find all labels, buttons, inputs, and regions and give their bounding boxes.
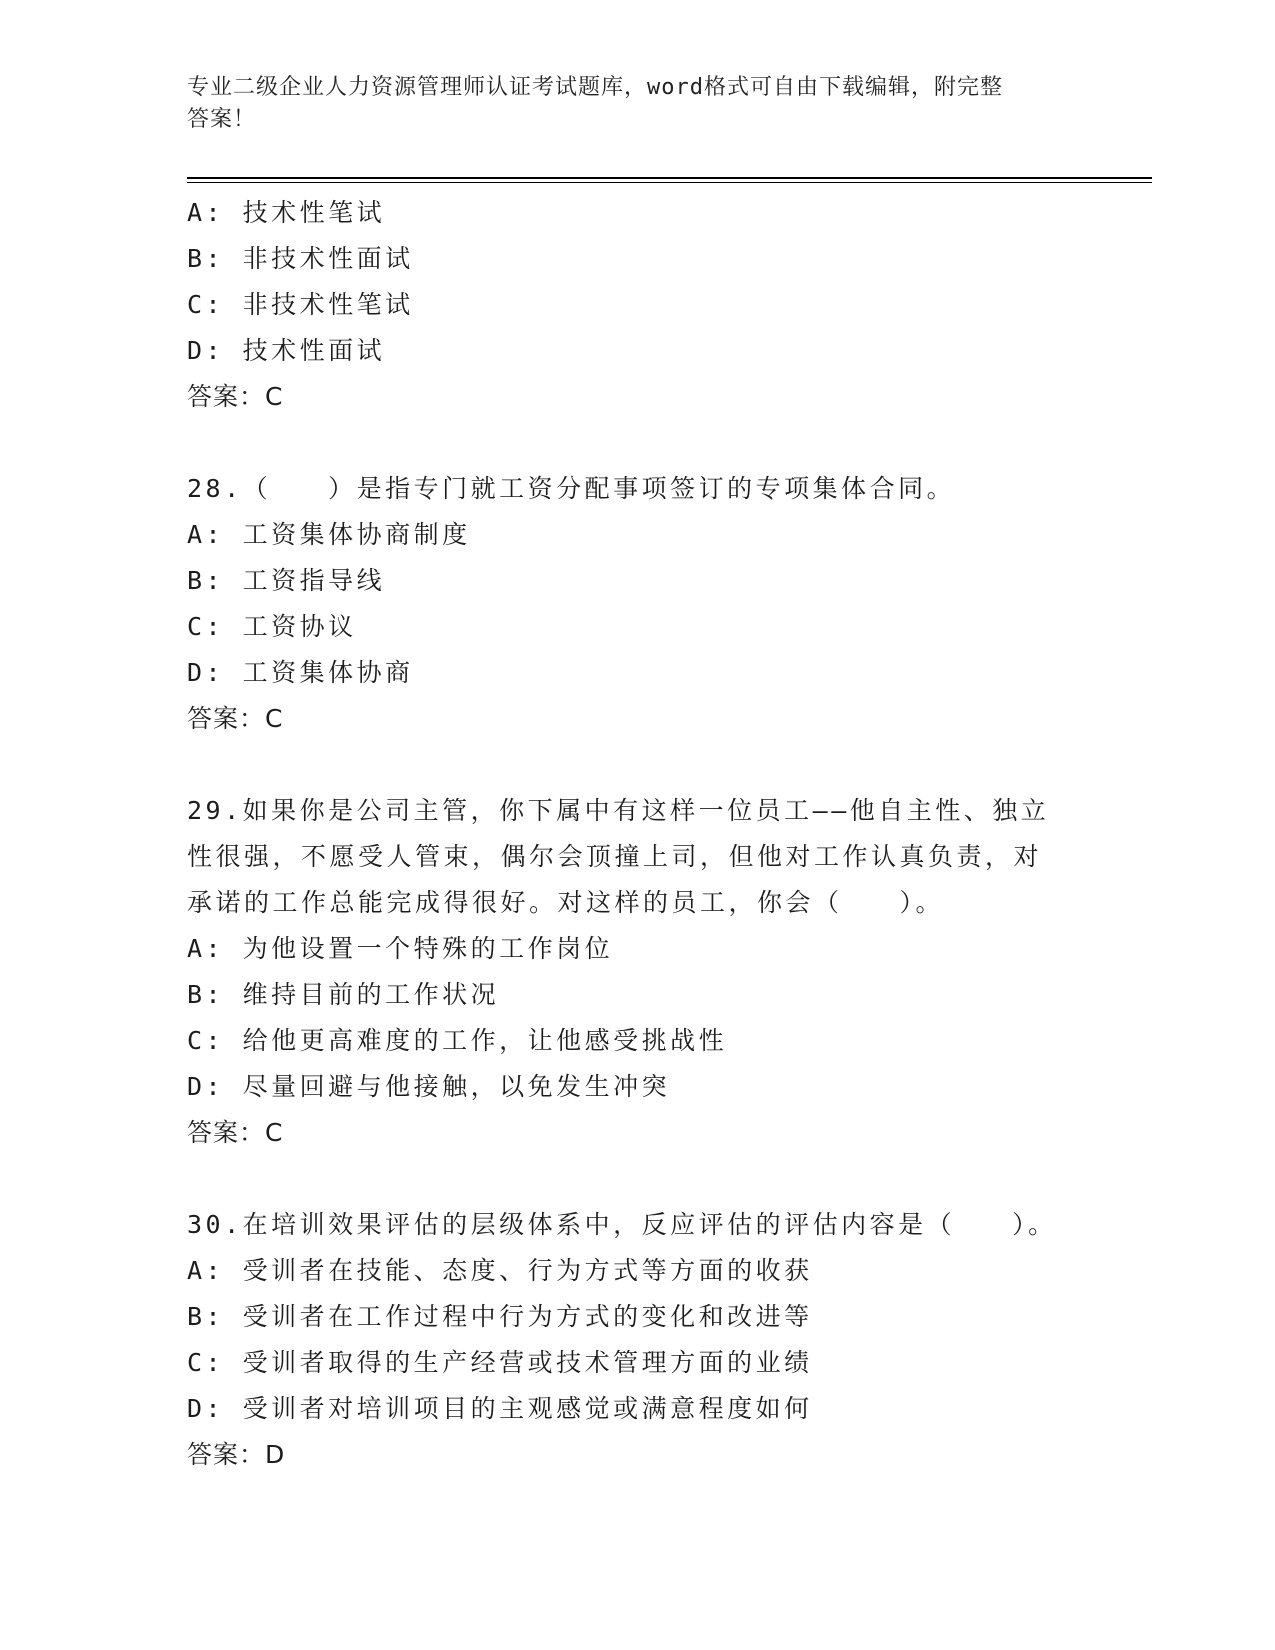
option-b: B: 受训者在工作过程中行为方式的变化和改进等 [187, 1302, 813, 1331]
question-text: 30.在培训效果评估的层级体系中，反应评估的评估内容是（ ）。 [187, 1210, 1057, 1239]
question-text-line-3: 承诺的工作总能完成得很好。对这样的员工，你会（ ）。 [187, 888, 945, 917]
option-a: A: 受训者在技能、态度、行为方式等方面的收获 [187, 1256, 813, 1285]
answer-line: 答案：C [187, 704, 284, 733]
header-divider-thick [187, 177, 1152, 179]
answer-line: 答案：D [187, 1440, 286, 1469]
spacer [187, 742, 1087, 788]
question-text-line-2: 性很强，不愿受人管束，偶尔会顶撞上司，但他对工作认真负责，对 [187, 842, 1043, 871]
question-29 [187, 788, 1087, 1156]
question-text-line-1: 29.如果你是公司主管，你下属中有这样一位员工——他自主性、独立 [187, 796, 1050, 825]
option-d: D: 技术性面试 [187, 336, 386, 365]
option-c: C: 受训者取得的生产经营或技术管理方面的业绩 [187, 1348, 813, 1377]
answer-line: 答案：C [187, 1118, 284, 1147]
question-28 [187, 466, 1087, 742]
header-divider-thin [187, 182, 1152, 183]
spacer [187, 420, 1087, 466]
header-line-1: 专业二级企业人力资源管理师认证考试题库，word格式可自由下载编辑，附完整 [187, 75, 1003, 100]
question-list [187, 190, 1087, 1478]
option-a: A: 工资集体协商制度 [187, 520, 471, 549]
option-d: D: 工资集体协商 [187, 658, 414, 687]
option-b: B: 非技术性面试 [187, 244, 414, 273]
header-line-2: 答案！ [187, 107, 257, 132]
option-b: B: 维持目前的工作状况 [187, 980, 500, 1009]
option-a: A: 技术性笔试 [187, 198, 386, 227]
question-30 [187, 1202, 1087, 1478]
spacer [187, 1156, 1087, 1202]
option-c: C: 非技术性笔试 [187, 290, 414, 319]
option-d: D: 受训者对培训项目的主观感觉或满意程度如何 [187, 1394, 813, 1423]
question-27-continued [187, 190, 1087, 420]
answer-line: 答案：C [187, 382, 284, 411]
option-c: C: 给他更高难度的工作，让他感受挑战性 [187, 1026, 728, 1055]
option-b: B: 工资指导线 [187, 566, 386, 595]
option-c: C: 工资协议 [187, 612, 357, 641]
option-a: A: 为他设置一个特殊的工作岗位 [187, 934, 614, 963]
option-d: D: 尽量回避与他接触，以免发生冲突 [187, 1072, 671, 1101]
question-text: 28.（ ）是指专门就工资分配事项签订的专项集体合同。 [187, 474, 956, 503]
document-header [187, 72, 1067, 136]
